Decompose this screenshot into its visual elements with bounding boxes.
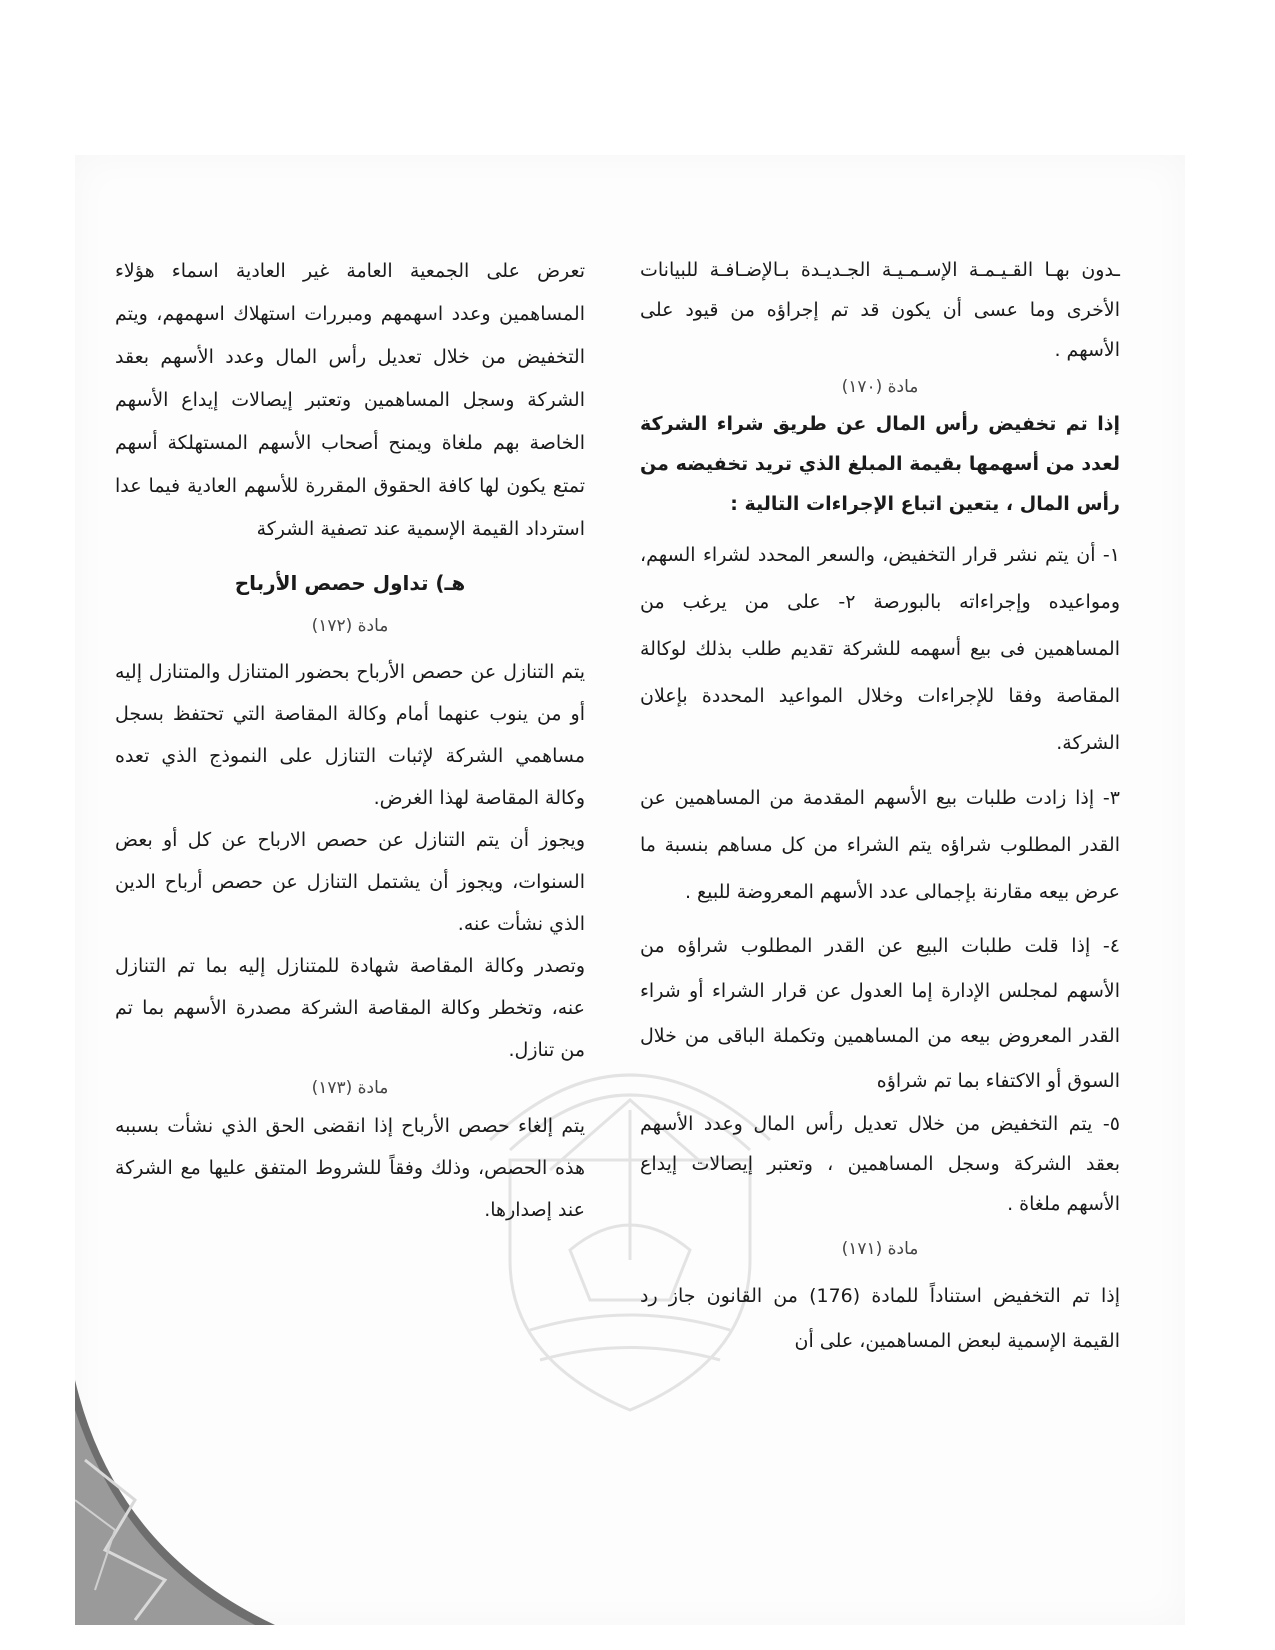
article-173-heading: مادة (١٧٣) xyxy=(311,1078,389,1098)
paragraph: ويجوز أن يتم التنازل عن حصص الارباح عن كل أو بعض السنوات، ويجوز أن يشتمل التنازل عن حصص أرباح الدين الذي نشأت عنه. xyxy=(115,829,585,935)
article-171-heading: مادة (١٧١) xyxy=(841,1239,919,1259)
paragraph: ٤- إذا قلت طلبات البيع عن القدر المطلوب شراؤه من الأسهم لمجلس الإدارة إما العدول عن قرار الشراء أو شراء القدر المعروض بيعه من المساهمين وتكملة الباقى من خلال السوق أو الاكتفاء بما تم شراؤه xyxy=(640,935,1120,1092)
paragraph: وتصدر وكالة المقاصة شهادة للمتنازل إليه بما تم التنازل عنه، وتخطر وكالة المقاصة الشركة مصدرة الأسهم بما تم من تنازل. xyxy=(115,955,585,1061)
paragraph: يتم إلغاء حصص الأرباح إذا انقضى الحق الذي نشأت بسببه هذه الحصص، وذلك وفقاً للشروط المتفق عليها مع الشركة عند إصدارها. xyxy=(115,1115,585,1221)
left-column xyxy=(115,250,585,1231)
right-column xyxy=(640,250,1120,1364)
paragraph: إذا تم التخفيض استناداً للمادة (176) من القانون جاز رد القيمة الإسمية لبعض المساهمين، على أن xyxy=(640,1285,1120,1352)
paragraph: ٣- إذا زادت طلبات بيع الأسهم المقدمة من المساهمين عن القدر المطلوب شراؤه يتم الشراء من كل مساهم بنسبة ما عرض بيعه مقارنة بإجمالى عدد الأسهم المعروضة للبيع . xyxy=(640,787,1120,903)
article-170-heading: مادة (١٧٠) xyxy=(841,377,919,397)
paragraph-bold: إذا تم تخفيض رأس المال عن طريق شراء الشركة لعدد من أسهمها بقيمة المبلغ الذي تريد تخفيضه من رأس المال ، يتعين اتباع الإجراءات التالية : xyxy=(640,413,1120,515)
article-172-heading: مادة (١٧٢) xyxy=(311,616,389,636)
corner-decoration xyxy=(75,1380,275,1625)
paragraph: ـدون بهـا القـيـمـة الإسـمـيـة الجـديـدة بـالإضـافـة للبيانات الأخرى وما عسى أن يكون قد تم إجراؤه من قيود على الأسهم . xyxy=(640,259,1120,361)
paragraph: ٥- يتم التخفيض من خلال تعديل رأس المال وعدد الأسهم بعقد الشركة وسجل المساهمين ، وتعتبر إيصالات إيداع الأسهم ملغاة . xyxy=(640,1113,1120,1215)
paragraph: ١- أن يتم نشر قرار التخفيض، والسعر المحدد لشراء السهم، ومواعيده وإجراءاته بالبورصة ٢- على من يرغب من المساهمين فى بيع أسهمه للشركة تقديم طلب بذلك لوكالة المقاصة وفقا للإجراءات وخلال المواعيد المحددة بإعلان الشركة. xyxy=(640,544,1121,754)
paragraph: يتم التنازل عن حصص الأرباح بحضور المتنازل والمتنازل إليه أو من ينوب عنهما أمام وكالة المقاصة التي تحتفظ بسجل مساهمي الشركة لإثبات التنازل على النموذج الذي تعده وكالة المقاصة لهذا الغرض. xyxy=(115,661,585,809)
paragraph: تعرض على الجمعية العامة غير العادية اسماء هؤلاء المساهمين وعدد اسهمهم ومبررات استهلاك اسهمهم، ويتم التخفيض من خلال تعديل رأس المال وعدد الأسهم بعقد الشركة وسجل المساهمين وتعتبر إيصالات إيداع الأسهم الخاصة بهم ملغاة ويمنح أصحاب الأسهم المستهلكة أسهم تمتع يكون لها كافة الحقوق المقررة للأسهم العادية فيما عدا استرداد القيمة الإسمية عند تصفية الشركة xyxy=(115,260,585,540)
section-heading: هـ) تداول حصص الأرباح xyxy=(234,571,466,595)
